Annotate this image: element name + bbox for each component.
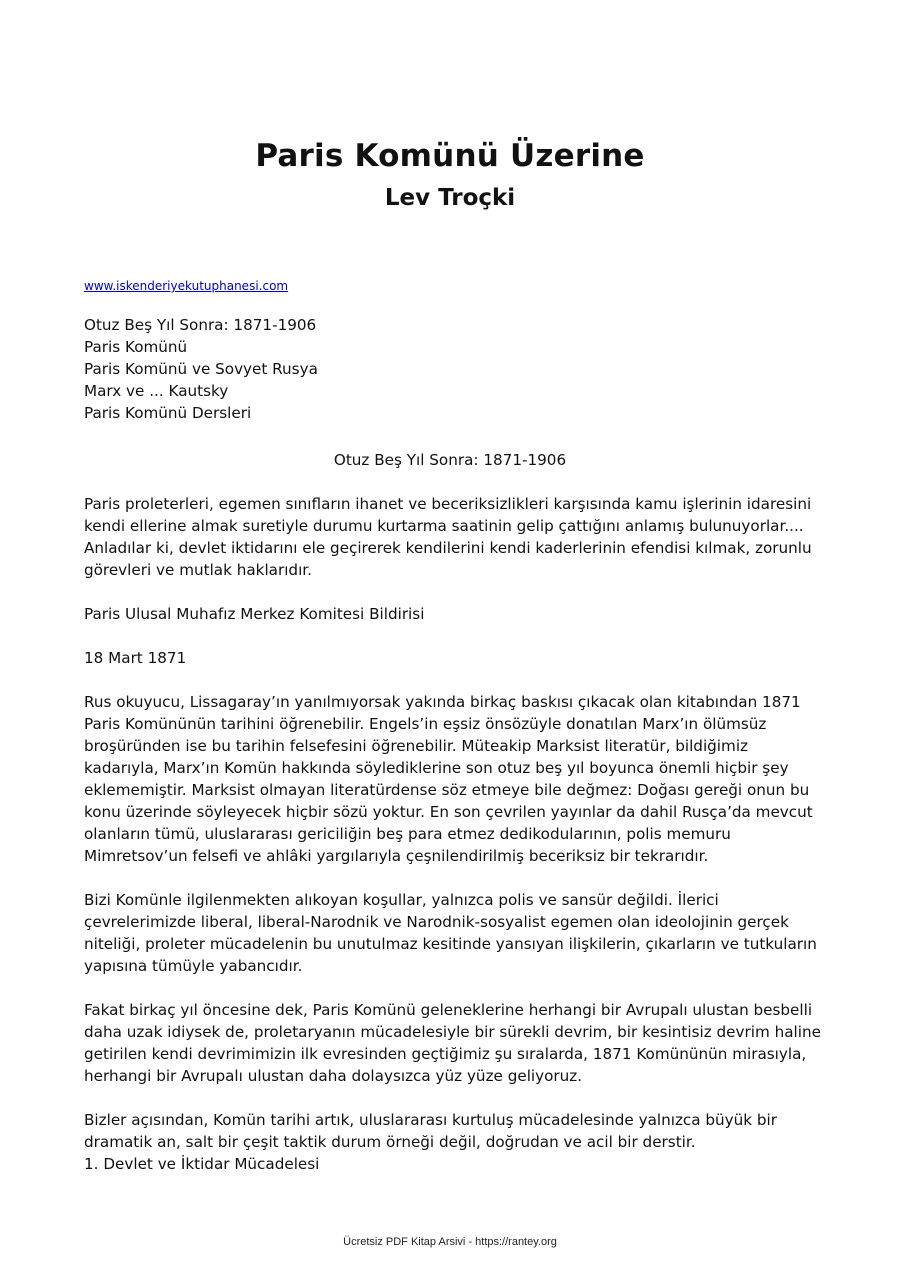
website-link[interactable]: www.iskenderiyekutuphanesi.com — [84, 279, 289, 293]
body-text — [84, 493, 824, 1175]
body-paragraph: Bizi Komünle ilgilenmekten alıkoyan koşullar, yalnızca polis ve sansür değildi. İlerici çevrelerimizde liberal, liberal-Narodnik ve Narodnik-sosyalist egemen olan ideolojinin gerçek niteliği, proleter mücadelenin bu unutulmaz kesitinde yansıyan ilişkilerin, çıkarların ve tutkuların yapısına tümüyle yabancıdır. — [84, 891, 817, 975]
body-paragraph: Bizler açısından, Komün tarihi artık, uluslararası kurtuluş mücadelesinde yalnızca büyük bir dramatik an, salt bir çeşit taktik durum örneği değil, doğrudan ve acil bir derstir. — [84, 1111, 778, 1151]
toc-item: Paris Komünü ve Sovyet Rusya — [84, 360, 318, 378]
toc-item: Paris Komünü — [84, 338, 188, 356]
toc-item: Marx ve ... Kautsky — [84, 382, 229, 400]
epigraph-date: 18 Mart 1871 — [84, 649, 187, 667]
page-footer: Ücretsiz PDF Kitap Arsivi - https://rantey.org — [343, 1236, 557, 1248]
epigraph-paragraph: Paris proleterleri, egemen sınıfların ihanet ve beceriksizlikleri karşısında kamu işlerinin idaresini kendi ellerine almak suretiyle durumu kurtarma saatinin gelip çattığını anlamış bulunuyorlar.... Anladılar ki, devlet iktidarını ele geçirerek kendilerini kendi kaderlerinin efendisi kılmak, zorunlu görevleri ve mutlak haklarıdır. — [84, 495, 812, 579]
section-heading: Otuz Beş Yıl Sonra: 1871-1906 — [333, 451, 567, 469]
toc-item: Paris Komünü Dersleri — [84, 404, 252, 422]
document-title: Paris Komünü Üzerine — [255, 138, 645, 174]
table-of-contents — [84, 314, 824, 424]
epigraph-source: Paris Ulusal Muhafız Merkez Komitesi Bildirisi — [84, 605, 425, 623]
document-author: Lev Troçki — [384, 185, 516, 211]
body-paragraph: Rus okuyucu, Lissagaray’ın yanılmıyorsak yakında birkaç baskısı çıkacak olan kitabından 1871 Paris Komününün tarihini öğrenebilir. Engels’in eşsiz önsözüyle donatılan Marx’ın ölümsüz broşüründen ise bu tarihin felsefesini öğrenebilir. Müteakip Marksist literatür, bildiğimiz kadarıyla, Marx’ın Komün hakkında söylediklerine son otuz beş yıl boyunca önemli hiçbir şey eklememiştir. Marksist olmayan literatürdense söz etmeye bile değmez: Doğası gereği onun bu konu üzerinde söyleyecek hiçbir sözü yoktur. En son çevrilen yayınlar da dahil Rusça’da mevcut olanların tümü, uluslararası gericiliğin beş para etmez dedikodularının, polis memuru Mimretsov’un felsefi ve ahlâki yargılarıyla çeşnilendirilmiş beceriksiz bir tekrarıdır. — [84, 693, 813, 865]
chapter-subheading: 1. Devlet ve İktidar Mücadelesi — [84, 1155, 320, 1173]
toc-item: Otuz Beş Yıl Sonra: 1871-1906 — [84, 316, 317, 334]
body-paragraph: Fakat birkaç yıl öncesine dek, Paris Komünü geleneklerine herhangi bir Avrupalı ulustan besbelli daha uzak idiysek de, proletaryanın mücadelesiyle bir sürekli devrim, bir kesintisiz devrim haline getirilen kendi devrimimizin ilk evresinden geçtiğimiz şu sıralarda, 1871 Komününün mirasıyla, herhangi bir Avrupalı ulustan daha dolaysızca yüz yüze geliyoruz. — [84, 1001, 821, 1085]
